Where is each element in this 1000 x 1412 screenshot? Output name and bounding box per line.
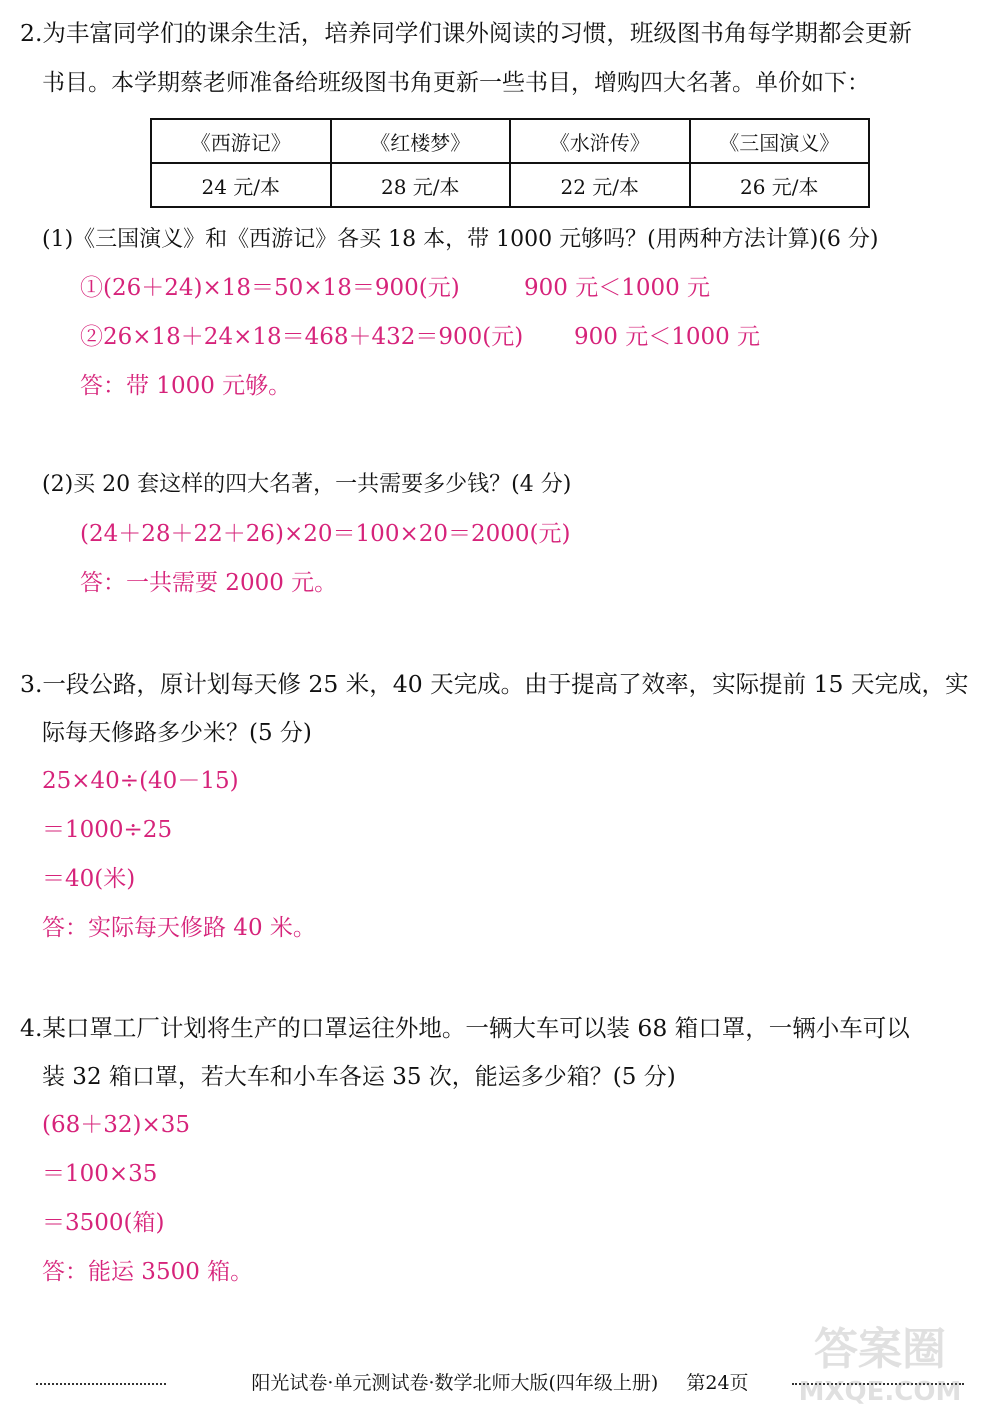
q2-line1: 2.为丰富同学们的课余生活，培养同学们课外阅读的习惯，班级图书角每学期都会更新 — [20, 19, 912, 47]
price-table-header-row — [151, 119, 869, 163]
footer-title: 阳光试卷·单元测试卷·数学北师大版(四年级上册) — [251, 1372, 659, 1394]
q3-line1: 3.一段公路，原计划每天修 25 米，40 天完成。由于提高了效率，实际提前 15 天完成，实 — [20, 670, 969, 698]
q4-step: ＝3500(箱) — [42, 1210, 165, 1236]
book-title-cell: 《西游记》 — [151, 119, 331, 163]
q2-sub1-method1: ①(26＋24)×18＝50×18＝900(元) — [80, 275, 460, 301]
book-price-cell: 24 元/本 — [151, 163, 331, 207]
svg-text:MXQE.COM: MXQE.COM — [798, 1377, 962, 1407]
q2-sub1-question: (1)《三国演义》和《西游记》各买 18 本，带 1000 元够吗？(用两种方法计算)(6 分) — [42, 227, 879, 252]
q2-sub2-answer: 答：一共需要 2000 元。 — [80, 570, 338, 596]
book-title-cell: 《三国演义》 — [690, 119, 870, 163]
q2-sub1-method2: ②26×18＋24×18＝468＋432＝900(元) — [80, 324, 524, 350]
price-table — [150, 118, 870, 208]
q2-sub1-answer: 答：带 1000 元够。 — [80, 373, 292, 399]
book-price-cell: 28 元/本 — [331, 163, 511, 207]
price-table-price-row — [151, 163, 869, 207]
q3-step: 25×40÷(40－15) — [42, 768, 239, 794]
book-title-cell: 《红楼梦》 — [331, 119, 511, 163]
q2-sub2-question: (2)买 20 套这样的四大名著，一共需要多少钱？(4 分) — [42, 472, 572, 497]
footer-page-number: 第24页 — [686, 1372, 749, 1394]
q2-sub1-method1-compare: 900 元＜1000 元 — [524, 275, 711, 301]
q4-answer: 答：能运 3500 箱。 — [42, 1259, 254, 1285]
q2-sub1-method2-compare: 900 元＜1000 元 — [574, 324, 761, 350]
q3-step: ＝40(米) — [42, 866, 136, 892]
q3-line2: 际每天修路多少米？(5 分) — [42, 720, 312, 746]
watermark-logo — [780, 1318, 980, 1408]
q3-answer: 答：实际每天修路 40 米。 — [42, 915, 316, 941]
q2-line2: 书目。本学期蔡老师准备给班级图书角更新一些书目，增购四大名著。单价如下： — [42, 70, 870, 96]
q4-step: ＝100×35 — [42, 1161, 158, 1187]
book-title-cell: 《水浒传》 — [510, 119, 690, 163]
book-price-cell: 26 元/本 — [690, 163, 870, 207]
q2-sub2-calc: (24＋28＋22＋26)×20＝100×20＝2000(元) — [80, 521, 571, 547]
svg-text:答案圈: 答案圈 — [814, 1324, 946, 1375]
q4-line2: 装 32 箱口罩，若大车和小车各运 35 次，能运多少箱？(5 分) — [42, 1064, 676, 1090]
q3-step: ＝1000÷25 — [42, 817, 173, 843]
book-price-cell: 22 元/本 — [510, 163, 690, 207]
q4-step: (68＋32)×35 — [42, 1112, 191, 1138]
q4-line1: 4.某口罩工厂计划将生产的口罩运往外地。一辆大车可以装 68 箱口罩，一辆小车可以 — [20, 1014, 910, 1042]
